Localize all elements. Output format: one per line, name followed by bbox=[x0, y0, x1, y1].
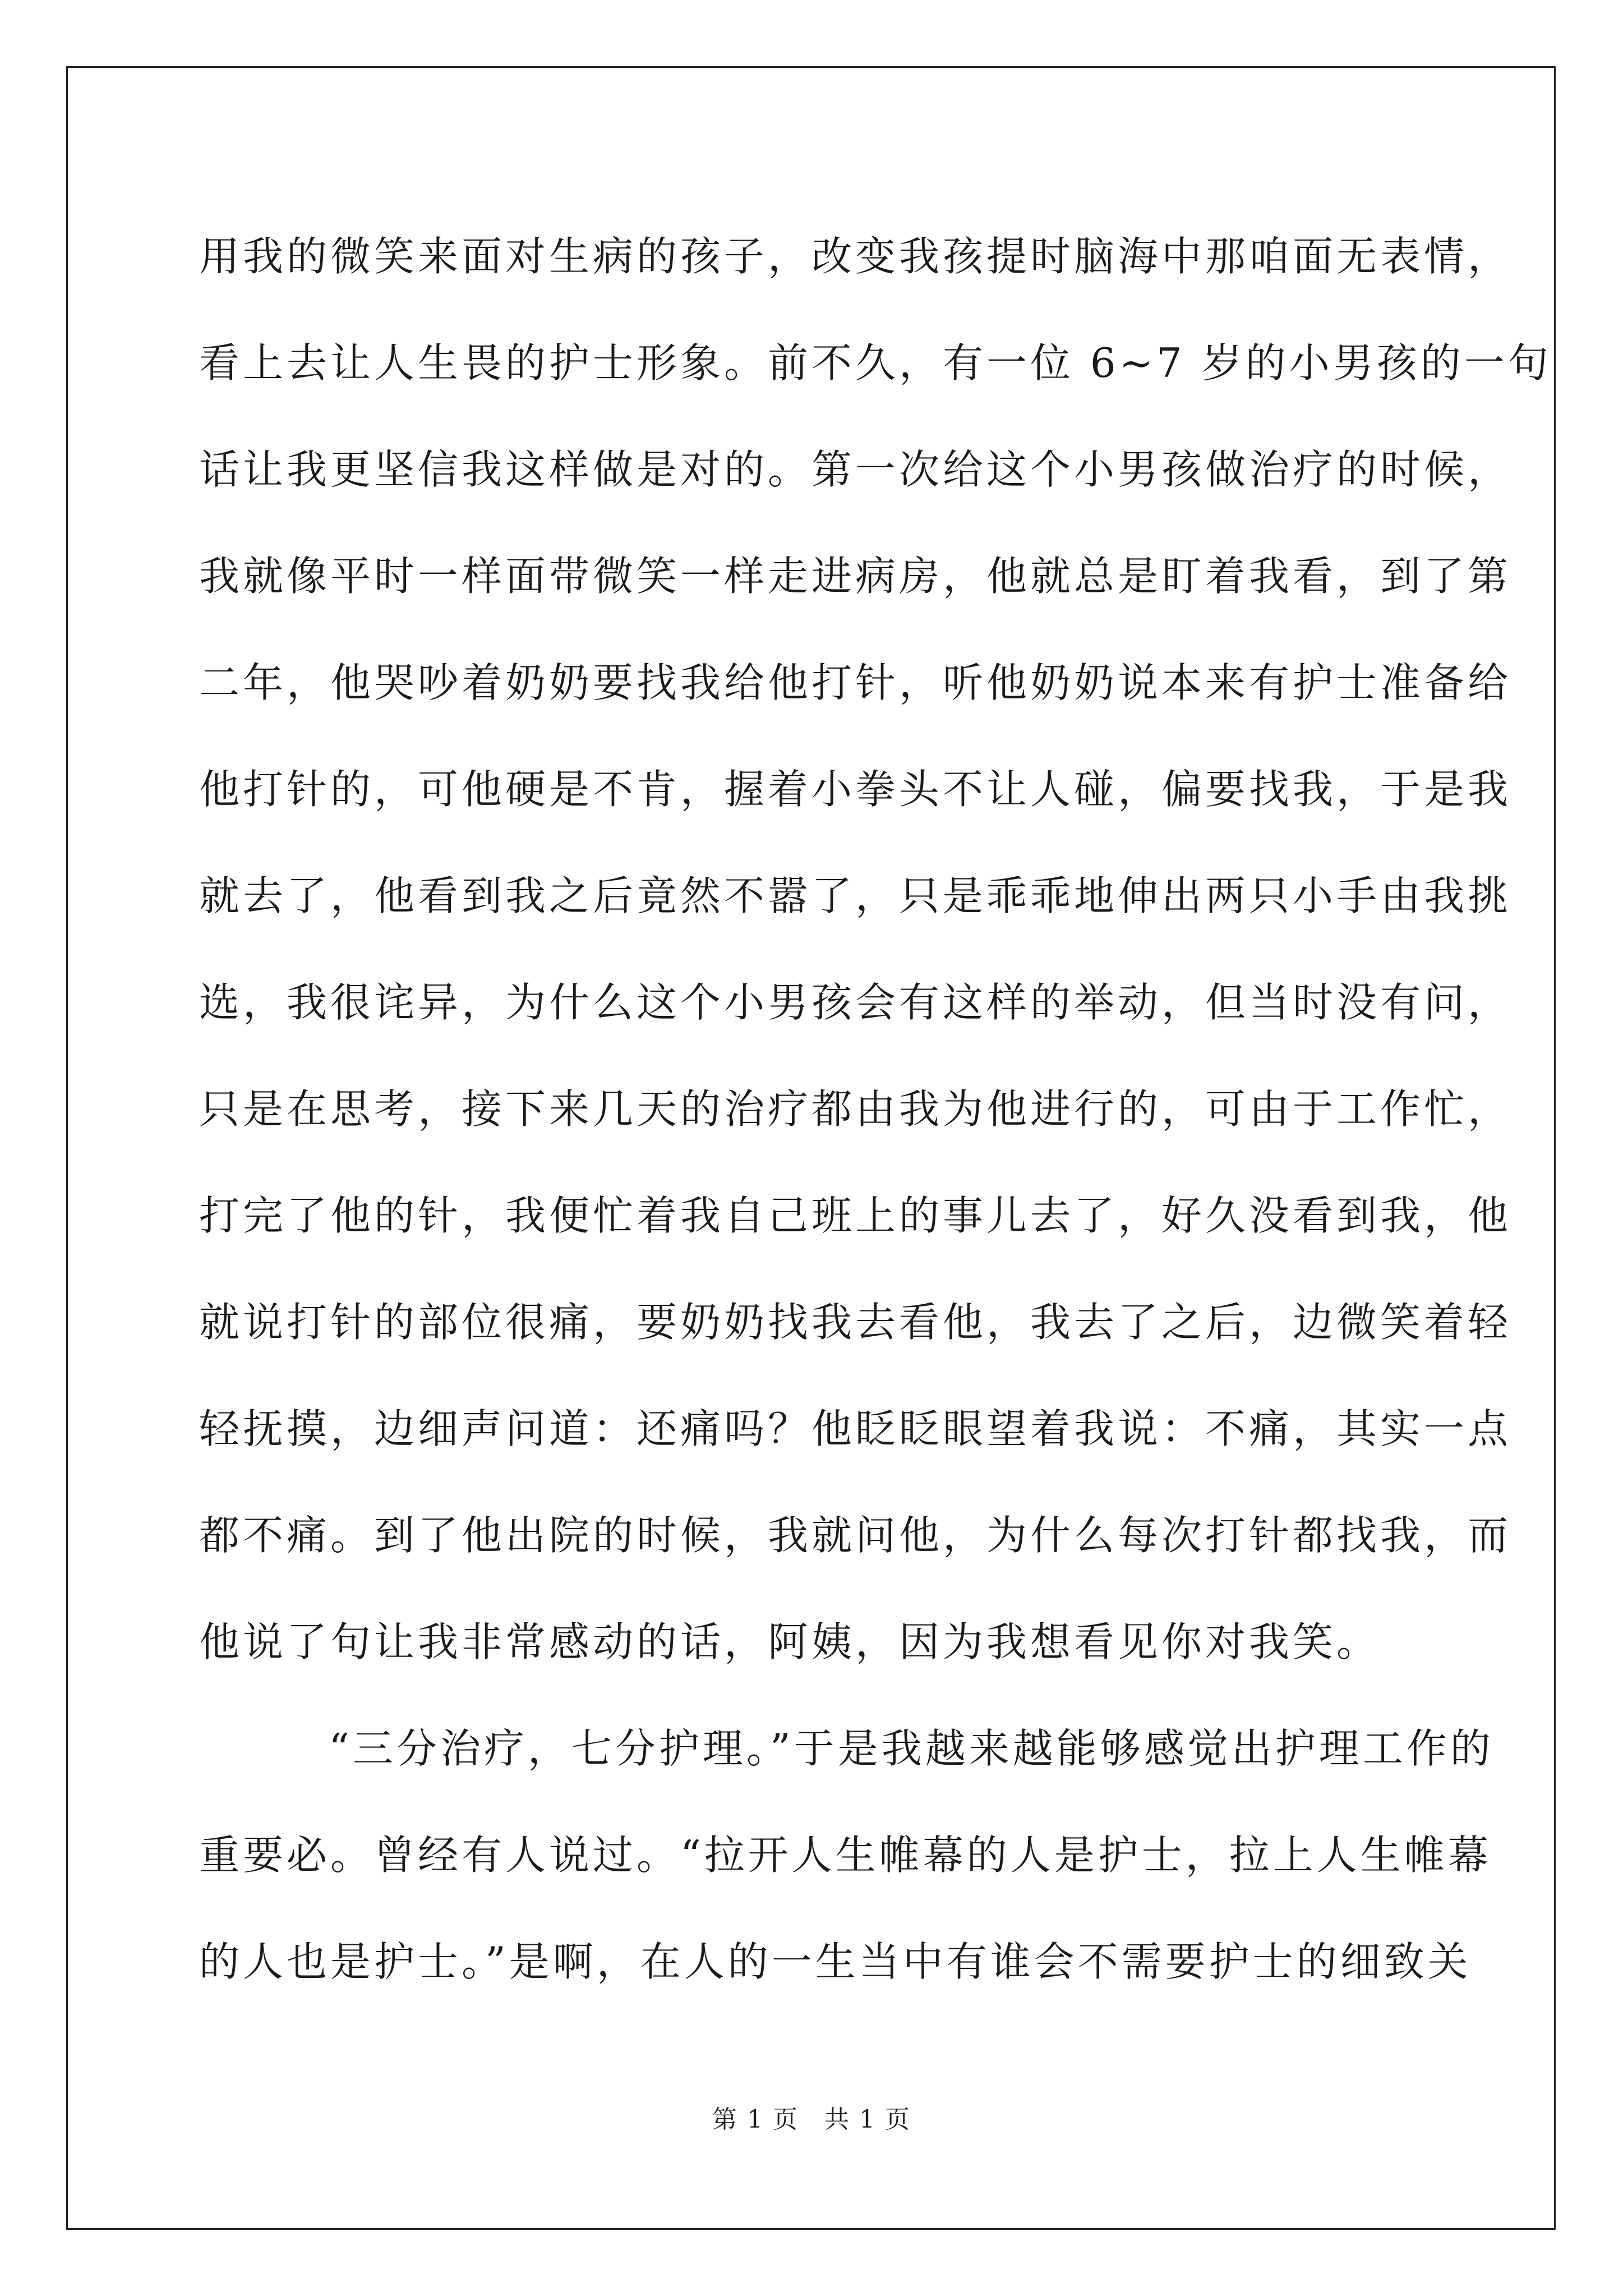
text-line: 用我的微笑来面对生病的孩子，改变我孩提时脑海中那咱面无表情， bbox=[199, 233, 1512, 280]
page-number-footer: 第 1 页 共 1 页 bbox=[712, 2105, 911, 2134]
paragraph-start-line: “三分治疗，七分护理。”于是我越来越能够感觉出护理工作的 bbox=[199, 1725, 1494, 1772]
document-body bbox=[199, 203, 1552, 2015]
text-line: 二年，他哭吵着奶奶要找我给他打针，听他奶奶说本来有护士准备给 bbox=[199, 659, 1512, 706]
paragraph-end-line: 他说了句让我非常感动的话，阿姨，因为我想看见你对我笑。 bbox=[199, 1618, 1381, 1665]
text-line: 他打针的，可他硬是不肯，握着小拳头不让人碰，偏要找我，于是我 bbox=[199, 766, 1512, 813]
text-line: 话让我更坚信我这样做是对的。第一次给这个小男孩做治疗的时候， bbox=[199, 446, 1512, 493]
text-line: 我就像平时一样面带微笑一样走进病房，他就总是盯着我看，到了第 bbox=[199, 553, 1512, 600]
text-line: 只是在思考，接下来几天的治疗都由我为他进行的，可由于工作忙， bbox=[199, 1085, 1512, 1133]
text-line: 就去了，他看到我之后竟然不嚣了，只是乖乖地伸出两只小手由我挑 bbox=[199, 872, 1512, 919]
text-line: 看上去让人生畏的护士形象。前不久，有一位 6~7 岁的小男孩的一句 bbox=[199, 339, 1552, 386]
text-line: 打完了他的针，我便忙着我自己班上的事儿去了，好久没看到我，他 bbox=[199, 1192, 1512, 1239]
text-line: 都不痛。到了他出院的时候，我就问他，为什么每次打针都找我，而 bbox=[199, 1512, 1512, 1559]
text-line: 就说打针的部位很痛，要奶奶找我去看他，我去了之后，边微笑着轻 bbox=[199, 1299, 1512, 1346]
text-line: 选，我很诧异，为什么这个小男孩会有这样的举动，但当时没有问， bbox=[199, 979, 1512, 1026]
text-line: 重要必。曾经有人说过。“拉开人生帷幕的人是护士，拉上人生帷幕 bbox=[199, 1832, 1492, 1879]
text-line: 的人也是护士。”是啊，在人的一生当中有谁会不需要护士的细致关 bbox=[199, 1938, 1472, 1985]
text-line: 轻抚摸，边细声问道：还痛吗？他眨眨眼望着我说：不痛，其实一点 bbox=[199, 1405, 1512, 1452]
